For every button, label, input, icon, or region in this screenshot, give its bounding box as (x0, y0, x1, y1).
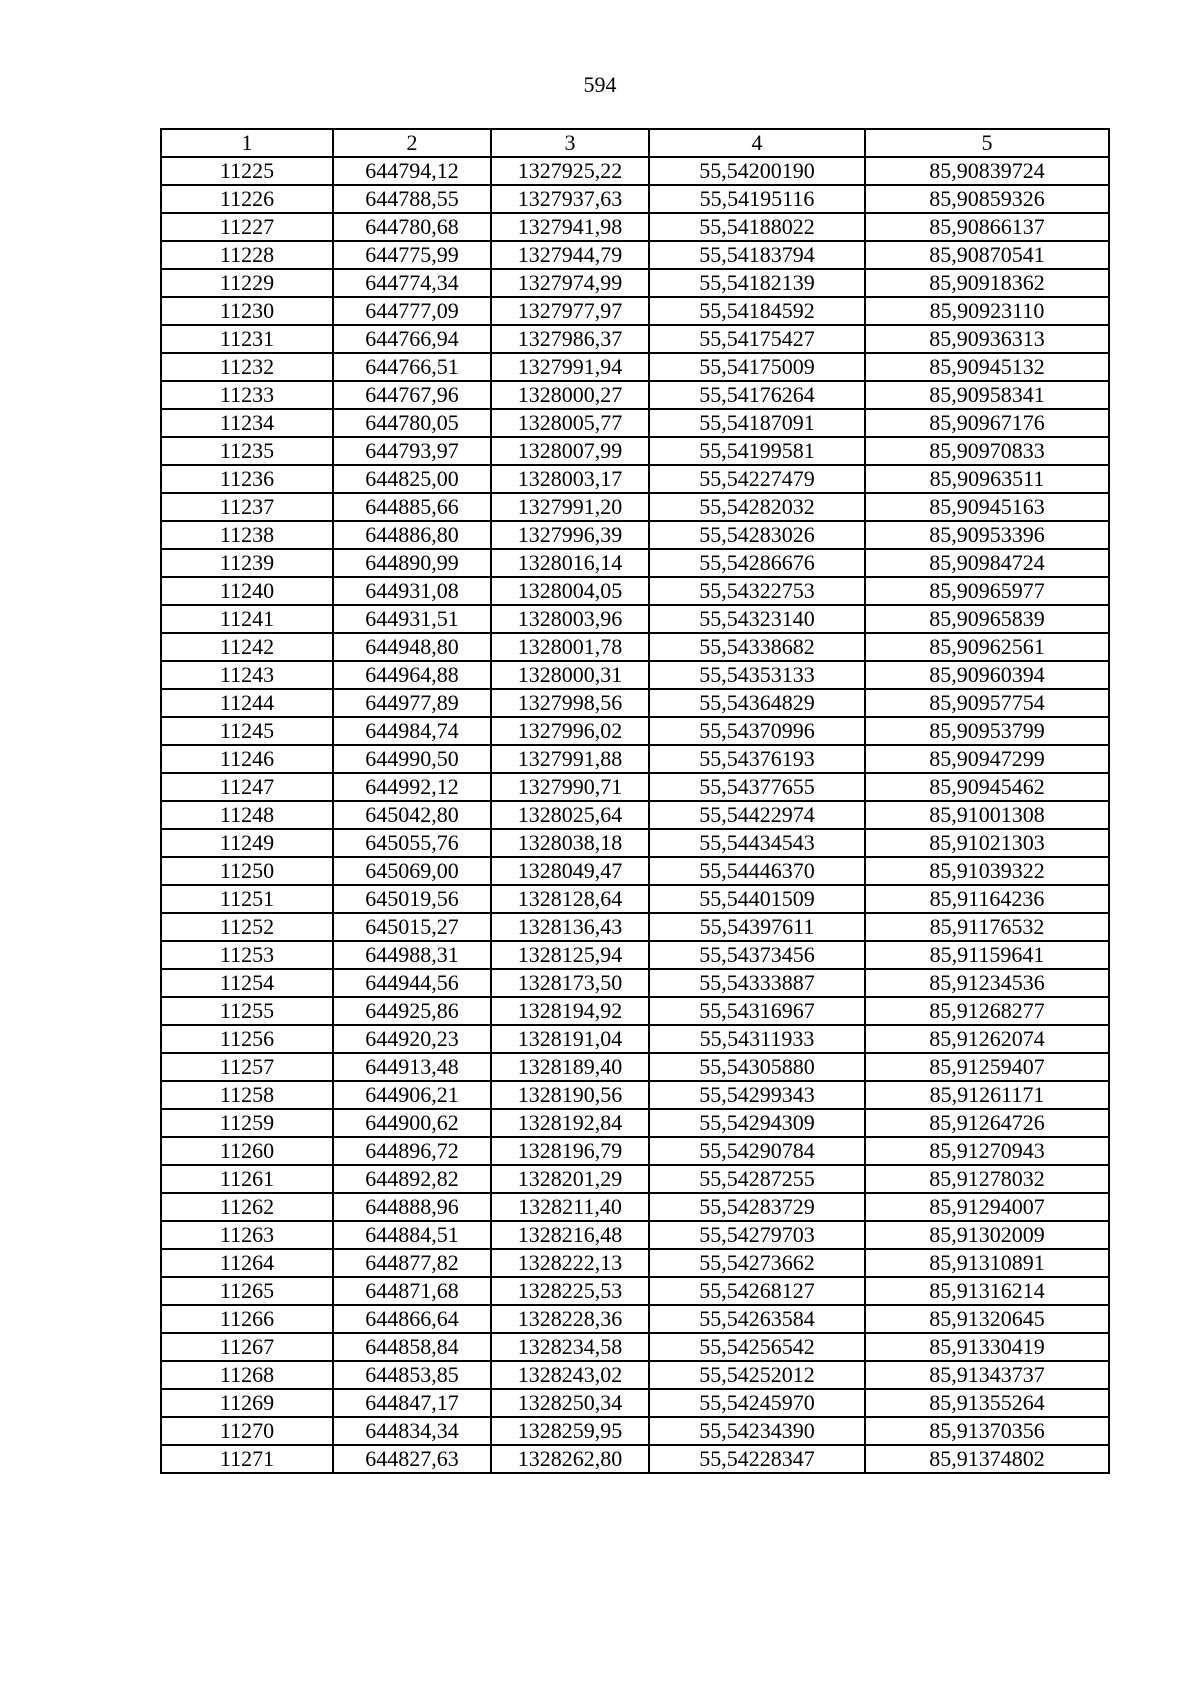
y-coordinate-cell: 1328192,84 (491, 1109, 649, 1137)
longitude-cell: 85,91370356 (865, 1417, 1109, 1445)
point-number-cell: 11265 (161, 1277, 333, 1305)
point-number-cell: 11233 (161, 381, 333, 409)
x-coordinate-cell: 644977,89 (333, 689, 491, 717)
latitude-cell: 55,54268127 (649, 1277, 865, 1305)
y-coordinate-cell: 1328250,34 (491, 1389, 649, 1417)
point-number-cell: 11261 (161, 1165, 333, 1193)
x-coordinate-cell: 644788,55 (333, 185, 491, 213)
y-coordinate-cell: 1328262,80 (491, 1445, 649, 1473)
point-number-cell: 11255 (161, 997, 333, 1025)
table-row (161, 885, 1109, 913)
table-row (161, 1109, 1109, 1137)
longitude-cell: 85,91261171 (865, 1081, 1109, 1109)
x-coordinate-cell: 644990,50 (333, 745, 491, 773)
longitude-cell: 85,91259407 (865, 1053, 1109, 1081)
latitude-cell: 55,54333887 (649, 969, 865, 997)
latitude-cell: 55,54305880 (649, 1053, 865, 1081)
x-coordinate-cell: 644913,48 (333, 1053, 491, 1081)
page-number: 594 (583, 72, 617, 97)
latitude-cell: 55,54397611 (649, 913, 865, 941)
longitude-cell: 85,91268277 (865, 997, 1109, 1025)
x-coordinate-cell: 644984,74 (333, 717, 491, 745)
point-number-cell: 11234 (161, 409, 333, 437)
table-row (161, 213, 1109, 241)
table-row (161, 1137, 1109, 1165)
point-number-cell: 11268 (161, 1361, 333, 1389)
x-coordinate-cell: 644931,08 (333, 577, 491, 605)
table-row (161, 325, 1109, 353)
longitude-cell: 85,91159641 (865, 941, 1109, 969)
table-row (161, 549, 1109, 577)
y-coordinate-cell: 1328196,79 (491, 1137, 649, 1165)
point-number-cell: 11225 (161, 157, 333, 185)
longitude-cell: 85,91176532 (865, 913, 1109, 941)
y-coordinate-cell: 1327944,79 (491, 241, 649, 269)
latitude-cell: 55,54199581 (649, 437, 865, 465)
x-coordinate-cell: 644777,09 (333, 297, 491, 325)
column-header-4: 4 (649, 129, 865, 157)
x-coordinate-cell: 644892,82 (333, 1165, 491, 1193)
x-coordinate-cell: 644896,72 (333, 1137, 491, 1165)
latitude-cell: 55,54446370 (649, 857, 865, 885)
point-number-cell: 11260 (161, 1137, 333, 1165)
y-coordinate-cell: 1328136,43 (491, 913, 649, 941)
latitude-cell: 55,54256542 (649, 1333, 865, 1361)
x-coordinate-cell: 644780,68 (333, 213, 491, 241)
table-row (161, 381, 1109, 409)
x-coordinate-cell: 644780,05 (333, 409, 491, 437)
x-coordinate-cell: 644858,84 (333, 1333, 491, 1361)
point-number-cell: 11230 (161, 297, 333, 325)
x-coordinate-cell: 644775,99 (333, 241, 491, 269)
column-header-3: 3 (491, 129, 649, 157)
header-row (161, 129, 1109, 157)
column-header-5: 5 (865, 129, 1109, 157)
x-coordinate-cell: 644871,68 (333, 1277, 491, 1305)
longitude-cell: 85,91001308 (865, 801, 1109, 829)
y-coordinate-cell: 1328222,13 (491, 1249, 649, 1277)
x-coordinate-cell: 644900,62 (333, 1109, 491, 1137)
longitude-cell: 85,91270943 (865, 1137, 1109, 1165)
longitude-cell: 85,91021303 (865, 829, 1109, 857)
y-coordinate-cell: 1327996,39 (491, 521, 649, 549)
longitude-cell: 85,90970833 (865, 437, 1109, 465)
point-number-cell: 11231 (161, 325, 333, 353)
y-coordinate-cell: 1327990,71 (491, 773, 649, 801)
y-coordinate-cell: 1328225,53 (491, 1277, 649, 1305)
point-number-cell: 11247 (161, 773, 333, 801)
latitude-cell: 55,54286676 (649, 549, 865, 577)
point-number-cell: 11243 (161, 661, 333, 689)
y-coordinate-cell: 1327991,20 (491, 493, 649, 521)
point-number-cell: 11259 (161, 1109, 333, 1137)
longitude-cell: 85,91343737 (865, 1361, 1109, 1389)
table-row (161, 157, 1109, 185)
point-number-cell: 11270 (161, 1417, 333, 1445)
x-coordinate-cell: 645069,00 (333, 857, 491, 885)
y-coordinate-cell: 1327977,97 (491, 297, 649, 325)
table-row (161, 605, 1109, 633)
y-coordinate-cell: 1328243,02 (491, 1361, 649, 1389)
longitude-cell: 85,90923110 (865, 297, 1109, 325)
x-coordinate-cell: 644920,23 (333, 1025, 491, 1053)
longitude-cell: 85,91294007 (865, 1193, 1109, 1221)
latitude-cell: 55,54252012 (649, 1361, 865, 1389)
x-coordinate-cell: 644931,51 (333, 605, 491, 633)
point-number-cell: 11264 (161, 1249, 333, 1277)
y-coordinate-cell: 1328194,92 (491, 997, 649, 1025)
y-coordinate-cell: 1328211,40 (491, 1193, 649, 1221)
longitude-cell: 85,90947299 (865, 745, 1109, 773)
longitude-cell: 85,91310891 (865, 1249, 1109, 1277)
latitude-cell: 55,54377655 (649, 773, 865, 801)
latitude-cell: 55,54188022 (649, 213, 865, 241)
longitude-cell: 85,91355264 (865, 1389, 1109, 1417)
x-coordinate-cell: 644884,51 (333, 1221, 491, 1249)
table-row (161, 241, 1109, 269)
latitude-cell: 55,54290784 (649, 1137, 865, 1165)
x-coordinate-cell: 645055,76 (333, 829, 491, 857)
latitude-cell: 55,54294309 (649, 1109, 865, 1137)
table-row (161, 493, 1109, 521)
longitude-cell: 85,90953396 (865, 521, 1109, 549)
table-row (161, 437, 1109, 465)
latitude-cell: 55,54282032 (649, 493, 865, 521)
y-coordinate-cell: 1328128,64 (491, 885, 649, 913)
y-coordinate-cell: 1328007,99 (491, 437, 649, 465)
latitude-cell: 55,54283729 (649, 1193, 865, 1221)
coordinates-table (160, 128, 1110, 1474)
latitude-cell: 55,54263584 (649, 1305, 865, 1333)
x-coordinate-cell: 644766,94 (333, 325, 491, 353)
table-row (161, 1445, 1109, 1473)
longitude-cell: 85,90958341 (865, 381, 1109, 409)
table-row (161, 185, 1109, 213)
latitude-cell: 55,54175427 (649, 325, 865, 353)
longitude-cell: 85,90945163 (865, 493, 1109, 521)
longitude-cell: 85,90859326 (865, 185, 1109, 213)
table-row (161, 1025, 1109, 1053)
table-row (161, 1053, 1109, 1081)
table-row (161, 269, 1109, 297)
point-number-cell: 11236 (161, 465, 333, 493)
table-row (161, 1277, 1109, 1305)
longitude-cell: 85,90918362 (865, 269, 1109, 297)
x-coordinate-cell: 645042,80 (333, 801, 491, 829)
y-coordinate-cell: 1327937,63 (491, 185, 649, 213)
table-row (161, 857, 1109, 885)
latitude-cell: 55,54183794 (649, 241, 865, 269)
y-coordinate-cell: 1328234,58 (491, 1333, 649, 1361)
longitude-cell: 85,90870541 (865, 241, 1109, 269)
latitude-cell: 55,54311933 (649, 1025, 865, 1053)
latitude-cell: 55,54184592 (649, 297, 865, 325)
point-number-cell: 11254 (161, 969, 333, 997)
longitude-cell: 85,90936313 (865, 325, 1109, 353)
point-number-cell: 11226 (161, 185, 333, 213)
y-coordinate-cell: 1328038,18 (491, 829, 649, 857)
longitude-cell: 85,91316214 (865, 1277, 1109, 1305)
latitude-cell: 55,54434543 (649, 829, 865, 857)
latitude-cell: 55,54338682 (649, 633, 865, 661)
latitude-cell: 55,54373456 (649, 941, 865, 969)
x-coordinate-cell: 644988,31 (333, 941, 491, 969)
latitude-cell: 55,54245970 (649, 1389, 865, 1417)
latitude-cell: 55,54176264 (649, 381, 865, 409)
point-number-cell: 11242 (161, 633, 333, 661)
y-coordinate-cell: 1327925,22 (491, 157, 649, 185)
longitude-cell: 85,90962561 (865, 633, 1109, 661)
latitude-cell: 55,54401509 (649, 885, 865, 913)
table-row (161, 997, 1109, 1025)
y-coordinate-cell: 1328003,96 (491, 605, 649, 633)
table-row (161, 1305, 1109, 1333)
point-number-cell: 11250 (161, 857, 333, 885)
y-coordinate-cell: 1328125,94 (491, 941, 649, 969)
longitude-cell: 85,90960394 (865, 661, 1109, 689)
table-row (161, 745, 1109, 773)
point-number-cell: 11266 (161, 1305, 333, 1333)
table-row (161, 409, 1109, 437)
x-coordinate-cell: 644767,96 (333, 381, 491, 409)
table-row (161, 633, 1109, 661)
x-coordinate-cell: 644847,17 (333, 1389, 491, 1417)
point-number-cell: 11229 (161, 269, 333, 297)
point-number-cell: 11256 (161, 1025, 333, 1053)
point-number-cell: 11240 (161, 577, 333, 605)
longitude-cell: 85,91330419 (865, 1333, 1109, 1361)
y-coordinate-cell: 1327998,56 (491, 689, 649, 717)
y-coordinate-cell: 1328189,40 (491, 1053, 649, 1081)
y-coordinate-cell: 1327991,94 (491, 353, 649, 381)
x-coordinate-cell: 644890,99 (333, 549, 491, 577)
longitude-cell: 85,90984724 (865, 549, 1109, 577)
longitude-cell: 85,90965977 (865, 577, 1109, 605)
latitude-cell: 55,54182139 (649, 269, 865, 297)
x-coordinate-cell: 644834,34 (333, 1417, 491, 1445)
y-coordinate-cell: 1328201,29 (491, 1165, 649, 1193)
x-coordinate-cell: 644774,34 (333, 269, 491, 297)
table-row (161, 913, 1109, 941)
table-row (161, 773, 1109, 801)
y-coordinate-cell: 1328025,64 (491, 801, 649, 829)
point-number-cell: 11237 (161, 493, 333, 521)
longitude-cell: 85,91374802 (865, 1445, 1109, 1473)
longitude-cell: 85,91164236 (865, 885, 1109, 913)
latitude-cell: 55,54316967 (649, 997, 865, 1025)
x-coordinate-cell: 644877,82 (333, 1249, 491, 1277)
latitude-cell: 55,54175009 (649, 353, 865, 381)
point-number-cell: 11249 (161, 829, 333, 857)
point-number-cell: 11252 (161, 913, 333, 941)
table-row (161, 1221, 1109, 1249)
point-number-cell: 11262 (161, 1193, 333, 1221)
latitude-cell: 55,54283026 (649, 521, 865, 549)
y-coordinate-cell: 1328003,17 (491, 465, 649, 493)
longitude-cell: 85,90957754 (865, 689, 1109, 717)
table-row (161, 941, 1109, 969)
table-row (161, 577, 1109, 605)
latitude-cell: 55,54200190 (649, 157, 865, 185)
latitude-cell: 55,54195116 (649, 185, 865, 213)
x-coordinate-cell: 644853,85 (333, 1361, 491, 1389)
y-coordinate-cell: 1327986,37 (491, 325, 649, 353)
point-number-cell: 11251 (161, 885, 333, 913)
table-row (161, 353, 1109, 381)
x-coordinate-cell: 644794,12 (333, 157, 491, 185)
table-row (161, 521, 1109, 549)
y-coordinate-cell: 1328005,77 (491, 409, 649, 437)
x-coordinate-cell: 645019,56 (333, 885, 491, 913)
point-number-cell: 11253 (161, 941, 333, 969)
longitude-cell: 85,90839724 (865, 157, 1109, 185)
latitude-cell: 55,54422974 (649, 801, 865, 829)
point-number-cell: 11228 (161, 241, 333, 269)
table-body (161, 157, 1109, 1473)
x-coordinate-cell: 644964,88 (333, 661, 491, 689)
point-number-cell: 11246 (161, 745, 333, 773)
point-number-cell: 11235 (161, 437, 333, 465)
table-header (161, 129, 1109, 157)
longitude-cell: 85,91264726 (865, 1109, 1109, 1137)
x-coordinate-cell: 644827,63 (333, 1445, 491, 1473)
latitude-cell: 55,54279703 (649, 1221, 865, 1249)
point-number-cell: 11267 (161, 1333, 333, 1361)
latitude-cell: 55,54322753 (649, 577, 865, 605)
latitude-cell: 55,54299343 (649, 1081, 865, 1109)
longitude-cell: 85,91278032 (865, 1165, 1109, 1193)
table-row (161, 1081, 1109, 1109)
y-coordinate-cell: 1327941,98 (491, 213, 649, 241)
point-number-cell: 11227 (161, 213, 333, 241)
y-coordinate-cell: 1328000,27 (491, 381, 649, 409)
y-coordinate-cell: 1328190,56 (491, 1081, 649, 1109)
x-coordinate-cell: 644992,12 (333, 773, 491, 801)
longitude-cell: 85,90945462 (865, 773, 1109, 801)
longitude-cell: 85,91039322 (865, 857, 1109, 885)
longitude-cell: 85,90967176 (865, 409, 1109, 437)
table-row (161, 1165, 1109, 1193)
point-number-cell: 11245 (161, 717, 333, 745)
x-coordinate-cell: 644885,66 (333, 493, 491, 521)
longitude-cell: 85,90945132 (865, 353, 1109, 381)
latitude-cell: 55,54273662 (649, 1249, 865, 1277)
latitude-cell: 55,54323140 (649, 605, 865, 633)
latitude-cell: 55,54370996 (649, 717, 865, 745)
point-number-cell: 11248 (161, 801, 333, 829)
table-row (161, 1417, 1109, 1445)
y-coordinate-cell: 1328001,78 (491, 633, 649, 661)
x-coordinate-cell: 644886,80 (333, 521, 491, 549)
y-coordinate-cell: 1328004,05 (491, 577, 649, 605)
table-row (161, 1389, 1109, 1417)
longitude-cell: 85,91262074 (865, 1025, 1109, 1053)
x-coordinate-cell: 644793,97 (333, 437, 491, 465)
table-row (161, 1193, 1109, 1221)
table-row (161, 661, 1109, 689)
table-row (161, 801, 1109, 829)
x-coordinate-cell: 645015,27 (333, 913, 491, 941)
x-coordinate-cell: 644925,86 (333, 997, 491, 1025)
table-row (161, 1333, 1109, 1361)
latitude-cell: 55,54353133 (649, 661, 865, 689)
point-number-cell: 11271 (161, 1445, 333, 1473)
point-number-cell: 11241 (161, 605, 333, 633)
x-coordinate-cell: 644766,51 (333, 353, 491, 381)
point-number-cell: 11244 (161, 689, 333, 717)
longitude-cell: 85,90953799 (865, 717, 1109, 745)
y-coordinate-cell: 1328000,31 (491, 661, 649, 689)
x-coordinate-cell: 644944,56 (333, 969, 491, 997)
x-coordinate-cell: 644906,21 (333, 1081, 491, 1109)
table-row (161, 297, 1109, 325)
y-coordinate-cell: 1328191,04 (491, 1025, 649, 1053)
latitude-cell: 55,54228347 (649, 1445, 865, 1473)
x-coordinate-cell: 644825,00 (333, 465, 491, 493)
latitude-cell: 55,54234390 (649, 1417, 865, 1445)
y-coordinate-cell: 1328228,36 (491, 1305, 649, 1333)
y-coordinate-cell: 1328016,14 (491, 549, 649, 577)
table-row (161, 465, 1109, 493)
y-coordinate-cell: 1327996,02 (491, 717, 649, 745)
x-coordinate-cell: 644866,64 (333, 1305, 491, 1333)
y-coordinate-cell: 1328173,50 (491, 969, 649, 997)
y-coordinate-cell: 1328216,48 (491, 1221, 649, 1249)
point-number-cell: 11269 (161, 1389, 333, 1417)
y-coordinate-cell: 1328259,95 (491, 1417, 649, 1445)
point-number-cell: 11239 (161, 549, 333, 577)
x-coordinate-cell: 644888,96 (333, 1193, 491, 1221)
column-header-2: 2 (333, 129, 491, 157)
longitude-cell: 85,90963511 (865, 465, 1109, 493)
latitude-cell: 55,54227479 (649, 465, 865, 493)
point-number-cell: 11232 (161, 353, 333, 381)
table-row (161, 689, 1109, 717)
latitude-cell: 55,54364829 (649, 689, 865, 717)
latitude-cell: 55,54376193 (649, 745, 865, 773)
longitude-cell: 85,90965839 (865, 605, 1109, 633)
y-coordinate-cell: 1327991,88 (491, 745, 649, 773)
point-number-cell: 11257 (161, 1053, 333, 1081)
x-coordinate-cell: 644948,80 (333, 633, 491, 661)
longitude-cell: 85,91320645 (865, 1305, 1109, 1333)
column-header-1: 1 (161, 129, 333, 157)
point-number-cell: 11258 (161, 1081, 333, 1109)
table-row (161, 969, 1109, 997)
table-row (161, 829, 1109, 857)
table-row (161, 1249, 1109, 1277)
longitude-cell: 85,91234536 (865, 969, 1109, 997)
latitude-cell: 55,54187091 (649, 409, 865, 437)
y-coordinate-cell: 1327974,99 (491, 269, 649, 297)
point-number-cell: 11238 (161, 521, 333, 549)
y-coordinate-cell: 1328049,47 (491, 857, 649, 885)
point-number-cell: 11263 (161, 1221, 333, 1249)
latitude-cell: 55,54287255 (649, 1165, 865, 1193)
table-row (161, 717, 1109, 745)
table-row (161, 1361, 1109, 1389)
longitude-cell: 85,90866137 (865, 213, 1109, 241)
longitude-cell: 85,91302009 (865, 1221, 1109, 1249)
